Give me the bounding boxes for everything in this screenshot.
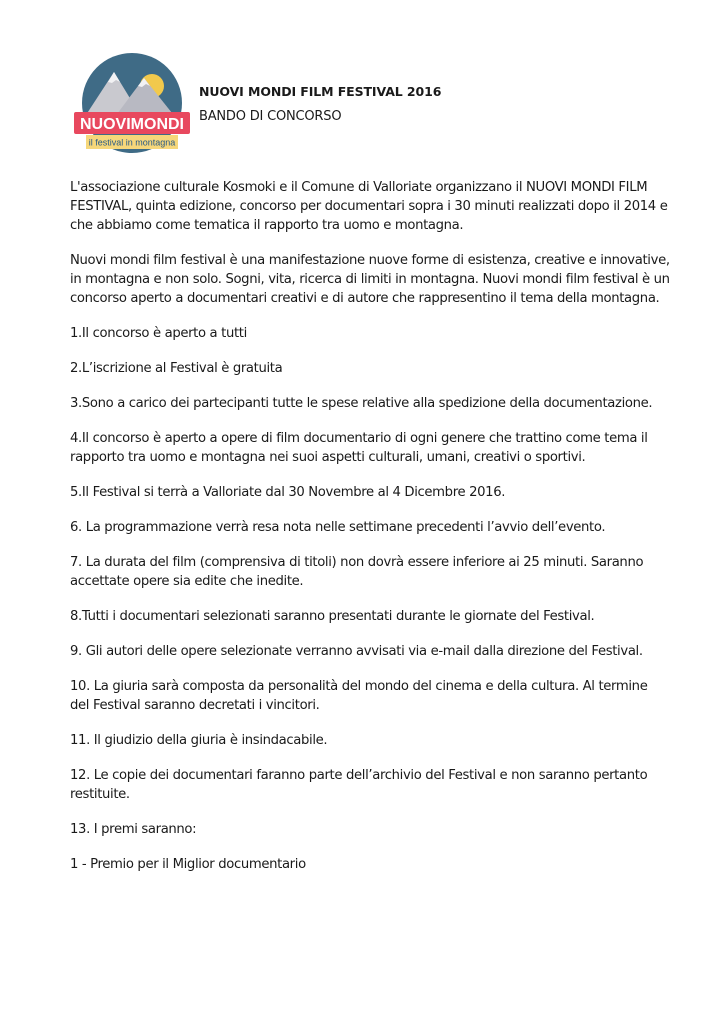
rule-5: 5.Il Festival si terrà a Valloriate dal 30 Novembre al 4 Dicembre 2016.: [70, 485, 506, 500]
document-subtitle: BANDO DI CONCORSO: [199, 109, 342, 124]
rule-11: 11. Il giudizio della giuria è insindacabile.: [70, 733, 328, 748]
prize-1: 1 - Premio per il Miglior documentario: [70, 857, 306, 872]
document-header: [199, 84, 441, 124]
rule-1: 1.Il concorso è aperto a tutti: [70, 326, 247, 341]
rule-7: 7. La durata del film (comprensiva di titoli) non dovrà essere inferiore ai 25 minuti. Saranno accettate opere sia edite che inedite.: [70, 555, 644, 589]
rule-12: 12. Le copie dei documentari faranno parte dell’archivio del Festival e non saranno pertanto restituite.: [70, 768, 648, 802]
logo-tagline: il festival in montagna: [88, 137, 176, 148]
document-title: NUOVI MONDI FILM FESTIVAL 2016: [199, 84, 442, 99]
rule-2: 2.L’iscrizione al Festival è gratuita: [70, 361, 283, 376]
rule-10: 10. La giuria sarà composta da personalità del mondo del cinema e della cultura. Al termine del Festival saranno decretati i vincitori.: [70, 679, 648, 713]
intro-paragraph: L'associazione culturale Kosmoki e il Comune di Valloriate organizzano il NUOVI MONDI FILM FESTIVAL, quinta edizione, concorso per documentari sopra i 30 minuti realizzati dopo il 2014 e che abbiamo come tematica il rapporto tra uomo e montagna.: [70, 180, 668, 233]
rule-13: 13. I premi saranno:: [70, 822, 197, 837]
festival-logo-image: [72, 50, 192, 160]
document-body: [70, 178, 670, 890]
rule-3: 3.Sono a carico dei partecipanti tutte le spese relative alla spedizione della documentazione.: [70, 396, 653, 411]
logo-brand-text: NUOVIMONDI: [80, 116, 184, 133]
festival-logo: [72, 50, 192, 160]
rule-9: 9. Gli autori delle opere selezionate verranno avvisati via e-mail dalla direzione del Festival.: [70, 644, 643, 659]
rule-4: 4.Il concorso è aperto a opere di film documentario di ogni genere che trattino come tema il rapporto tra uomo e montagna nei suoi aspetti culturali, umani, creativi o sportivi.: [70, 431, 648, 465]
rule-6: 6. La programmazione verrà resa nota nelle settimane precedenti l’avvio dell’evento.: [70, 520, 606, 535]
description-paragraph: Nuovi mondi film festival è una manifestazione nuove forme di esistenza, creative e innovative, in montagna e non solo. Sogni, vita, ricerca di limiti in montagna. Nuovi mondi film festival è un concorso aperto a documentari creativi e di autore che rappresentino il tema della montagna.: [70, 253, 670, 306]
rule-8: 8.Tutti i documentari selezionati saranno presentati durante le giornate del Festival.: [70, 609, 595, 624]
